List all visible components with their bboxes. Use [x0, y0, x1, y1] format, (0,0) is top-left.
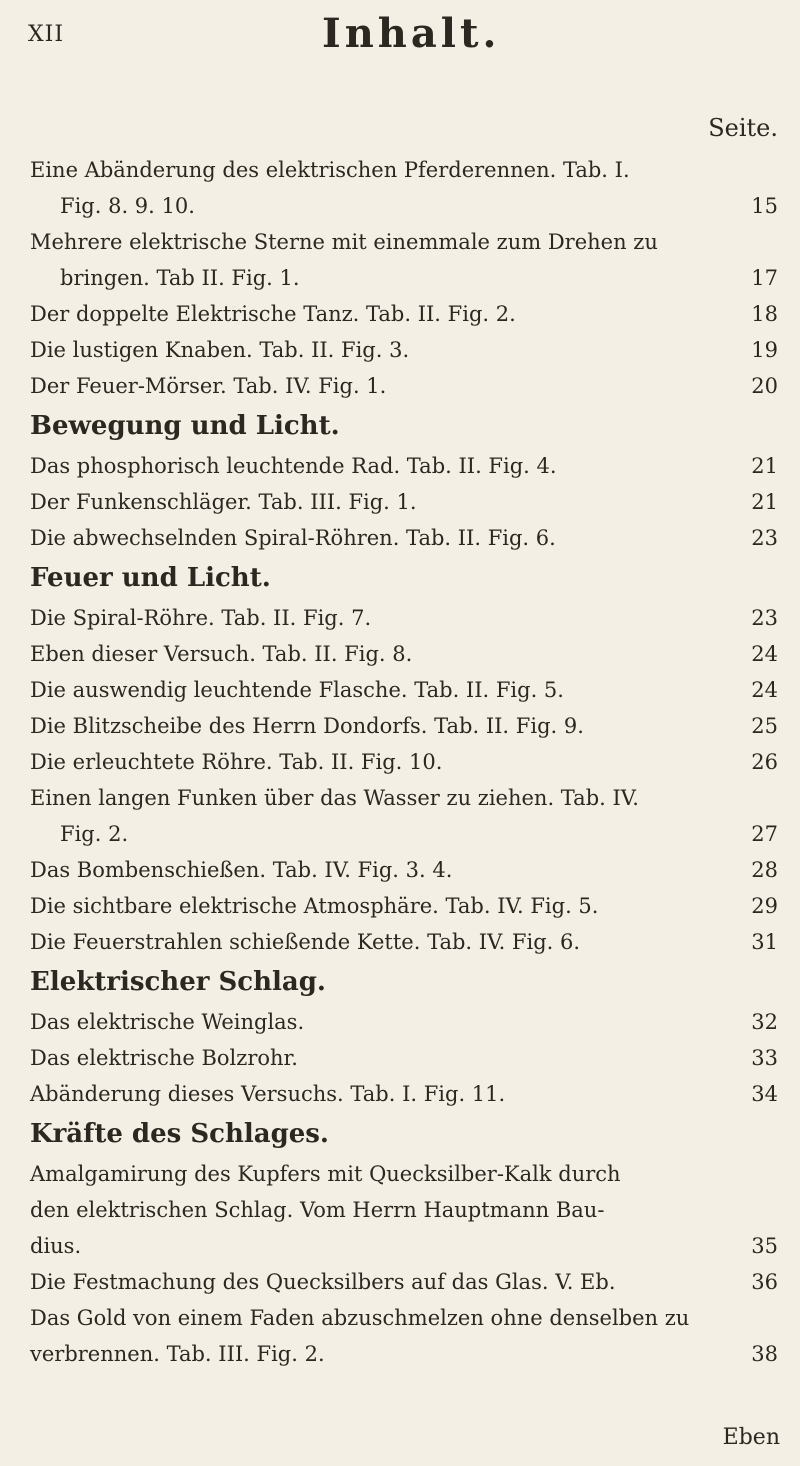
- toc-entry: [30, 1192, 778, 1228]
- toc-entry-text: Das Gold von einem Faden abzuschmelzen ohne denselben zu: [30, 1306, 690, 1330]
- toc-page-number: 15: [751, 194, 778, 218]
- toc-page-number: 21: [751, 454, 778, 478]
- toc-entry-text: Die Feuerstrahlen schießende Kette. Tab. IV. Fig. 6.: [30, 930, 581, 954]
- toc-entry-text: Der Feuer-Mörser. Tab. IV. Fig. 1.: [30, 374, 387, 398]
- toc-entry-text: Das Bombenschießen. Tab. IV. Fig. 3. 4.: [30, 858, 453, 882]
- toc-entry-text: Das elektrische Bolzrohr.: [30, 1046, 298, 1070]
- toc-entry-text: Die Spiral-Röhre. Tab. II. Fig. 7.: [30, 606, 372, 630]
- toc-entry: [30, 708, 778, 744]
- toc-entry-text: Die Blitzscheibe des Herrn Dondorfs. Tab. II. Fig. 9.: [30, 714, 584, 738]
- toc-entry: [30, 1300, 778, 1336]
- toc-page-number: 35: [751, 1234, 778, 1258]
- toc-page-number: 25: [751, 714, 778, 738]
- toc-entry-text: Die lustigen Knaben. Tab. II. Fig. 3.: [30, 338, 410, 362]
- toc-page-number: 18: [751, 302, 778, 326]
- toc-page-number: 33: [751, 1046, 778, 1070]
- toc-entry: [30, 852, 778, 888]
- toc-entry-text: Abänderung dieses Versuchs. Tab. I. Fig. 11.: [30, 1082, 506, 1106]
- toc-entry-text: Der Funkenschläger. Tab. III. Fig. 1.: [30, 490, 417, 514]
- toc-page-number: 38: [751, 1342, 778, 1366]
- toc-entry-text: Eine Abänderung des elektrischen Pferderennen. Tab. I.: [30, 158, 630, 182]
- toc-entry: [30, 260, 778, 296]
- toc-entry-text: Das phosphorisch leuchtende Rad. Tab. II. Fig. 4.: [30, 454, 557, 478]
- toc-entry: [30, 600, 778, 636]
- section-heading: Feuer und Licht.: [30, 563, 271, 593]
- toc-entry: [30, 636, 778, 672]
- toc-entry: [30, 1004, 778, 1040]
- toc-entry: [30, 332, 778, 368]
- toc-entry-text: Amalgamirung des Kupfers mit Quecksilber-Kalk durch: [30, 1162, 621, 1186]
- toc-page-number: 17: [751, 266, 778, 290]
- toc-entry-text: Die sichtbare elektrische Atmosphäre. Tab. IV. Fig. 5.: [30, 894, 599, 918]
- toc-page-number: 23: [751, 526, 778, 550]
- toc-entry-text: verbrennen. Tab. III. Fig. 2.: [30, 1342, 325, 1366]
- page-header: [0, 8, 800, 68]
- toc-entry: [30, 1076, 778, 1112]
- toc-entry: [30, 448, 778, 484]
- toc-entry-text: den elektrischen Schlag. Vom Herrn Hauptmann Bau-: [30, 1198, 605, 1222]
- toc-page-number: 36: [751, 1270, 778, 1294]
- toc-entry: [30, 520, 778, 556]
- toc-page-number: 19: [751, 338, 778, 362]
- toc-page-number: 26: [751, 750, 778, 774]
- toc-entry-text: Fig. 2.: [60, 822, 129, 846]
- toc-entry-text: Eben dieser Versuch. Tab. II. Fig. 8.: [30, 642, 413, 666]
- toc-page-number: 21: [751, 490, 778, 514]
- toc-page-number: 29: [751, 894, 778, 918]
- running-title: Inhalt.: [322, 10, 501, 57]
- toc-page-number: 23: [751, 606, 778, 630]
- toc-entry: [30, 1156, 778, 1192]
- toc-entry-text: Mehrere elektrische Sterne mit einemmale zum Drehen zu: [30, 230, 658, 254]
- toc-entry: [30, 1264, 778, 1300]
- toc-entry: [30, 152, 778, 188]
- toc-entry-text: Die erleuchtete Röhre. Tab. II. Fig. 10.: [30, 750, 443, 774]
- toc-entry-text: bringen. Tab II. Fig. 1.: [60, 266, 300, 290]
- toc-entry: [30, 224, 778, 260]
- toc-page-number: 32: [751, 1010, 778, 1034]
- toc-page-number: 24: [751, 678, 778, 702]
- toc-page-number: 31: [751, 930, 778, 954]
- section-heading: Bewegung und Licht.: [30, 411, 340, 441]
- toc-page-number: 24: [751, 642, 778, 666]
- toc-entry: [30, 484, 778, 520]
- toc-entry: [30, 296, 778, 332]
- toc-entry: [30, 888, 778, 924]
- toc-entry: [30, 924, 778, 960]
- toc-page-number: 27: [751, 822, 778, 846]
- toc-entry: [30, 816, 778, 852]
- toc-entry: [30, 672, 778, 708]
- toc-entry: [30, 780, 778, 816]
- toc-entry: [30, 744, 778, 780]
- toc-entry-text: Die auswendig leuchtende Flasche. Tab. II. Fig. 5.: [30, 678, 564, 702]
- toc-entry-text: Fig. 8. 9. 10.: [60, 194, 195, 218]
- toc-entry: [30, 1228, 778, 1264]
- toc-entry: [30, 1336, 778, 1372]
- table-of-contents: [30, 152, 778, 1372]
- page-number: XII: [28, 22, 65, 47]
- toc-entry-text: dius.: [30, 1234, 82, 1258]
- toc-entry-text: Die abwechselnden Spiral-Röhren. Tab. II. Fig. 6.: [30, 526, 556, 550]
- toc-entry-text: Die Festmachung des Quecksilbers auf das Glas. V. Eb.: [30, 1270, 616, 1294]
- toc-entry: [30, 368, 778, 404]
- toc-entry-text: Das elektrische Weinglas.: [30, 1010, 305, 1034]
- toc-entry: [30, 1040, 778, 1076]
- seite-label: Seite.: [708, 114, 778, 142]
- section-heading: Kräfte des Schlages.: [30, 1119, 329, 1149]
- toc-entry-text: Der doppelte Elektrische Tanz. Tab. II. Fig. 2.: [30, 302, 516, 326]
- catchword: Eben: [722, 1425, 780, 1450]
- toc-page-number: 34: [751, 1082, 778, 1106]
- toc-page-number: 28: [751, 858, 778, 882]
- toc-entry-text: Einen langen Funken über das Wasser zu ziehen. Tab. IV.: [30, 786, 639, 810]
- section-heading: Elektrischer Schlag.: [30, 967, 326, 997]
- toc-page-number: 20: [751, 374, 778, 398]
- toc-entry: [30, 188, 778, 224]
